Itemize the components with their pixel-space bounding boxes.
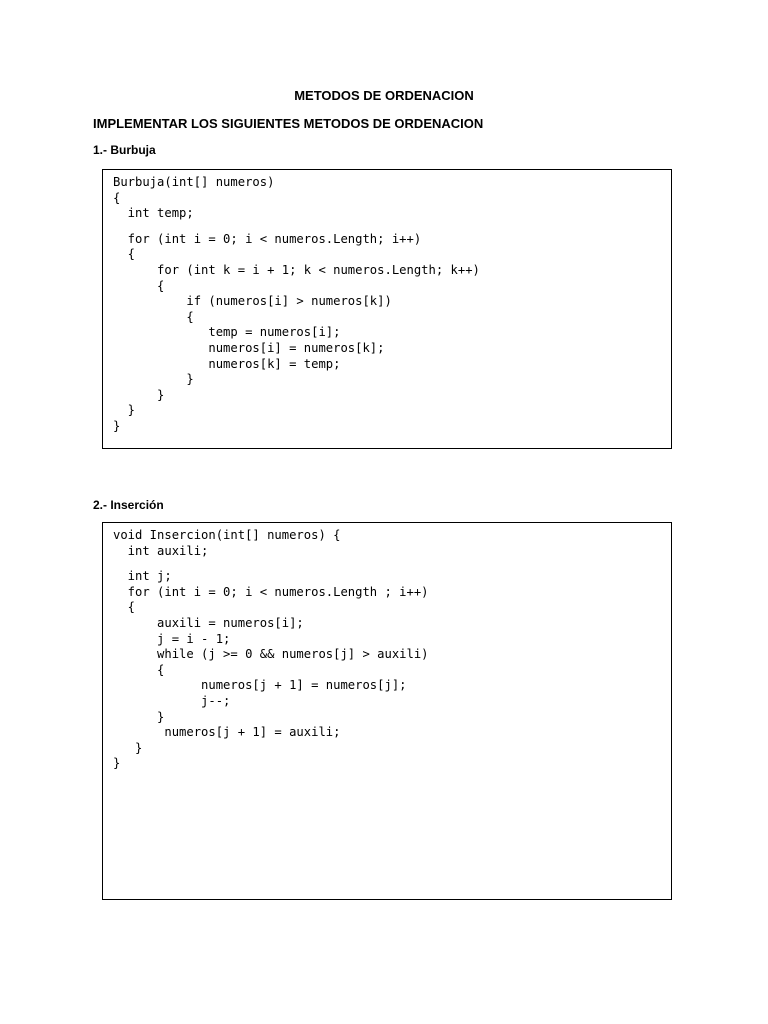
code-line: j = i - 1; (113, 631, 231, 646)
code-line: { (113, 600, 136, 615)
code-line: int j; (113, 569, 172, 584)
code-line: while (j >= 0 && numeros[j] > auxili) (113, 647, 429, 662)
page-title: METODOS DE ORDENACION (294, 88, 474, 103)
code-blank-line (113, 222, 671, 232)
code-line: } (113, 387, 165, 402)
code-line: { (113, 309, 194, 324)
code-line: } (113, 756, 121, 771)
page-subtitle: IMPLEMENTAR LOS SIGUIENTES METODOS DE ORDENACION (93, 116, 484, 131)
code-line: temp = numeros[i]; (113, 325, 341, 340)
code-line: { (113, 278, 165, 293)
code-line: auxili = numeros[i]; (113, 615, 304, 630)
code-line: numeros[j + 1] = auxili; (113, 725, 341, 740)
code-line: for (int i = 0; i < numeros.Length; i++) (113, 231, 422, 246)
code-line: if (numeros[i] > numeros[k]) (113, 294, 392, 309)
code-line: { (113, 247, 136, 262)
code-line: } (113, 403, 136, 418)
code-line: { (113, 190, 121, 205)
code-line: { (113, 662, 165, 677)
section-heading-burbuja: 1.- Burbuja (93, 143, 156, 157)
code-blank-line (113, 559, 671, 569)
section-heading-insercion: 2.- Inserción (93, 498, 164, 512)
code-line: } (113, 372, 194, 387)
code-line: } (113, 740, 143, 755)
code-line: void Insercion(int[] numeros) { (113, 528, 341, 542)
code-line: numeros[i] = numeros[k]; (113, 340, 385, 355)
code-line: int auxili; (113, 543, 209, 558)
code-line: j--; (113, 693, 231, 708)
code-line: numeros[k] = temp; (113, 356, 341, 371)
code-line: } (113, 709, 165, 724)
code-line: } (113, 418, 121, 433)
code-line: for (int i = 0; i < numeros.Length ; i++) (113, 584, 429, 599)
code-line: int temp; (113, 206, 194, 221)
code-line: numeros[j + 1] = numeros[j]; (113, 678, 407, 693)
code-box-burbuja (102, 169, 672, 449)
code-line: Burbuja(int[] numeros) (113, 175, 275, 189)
code-line: for (int k = i + 1; k < numeros.Length; k++) (113, 262, 480, 277)
code-box-insercion (102, 522, 672, 900)
